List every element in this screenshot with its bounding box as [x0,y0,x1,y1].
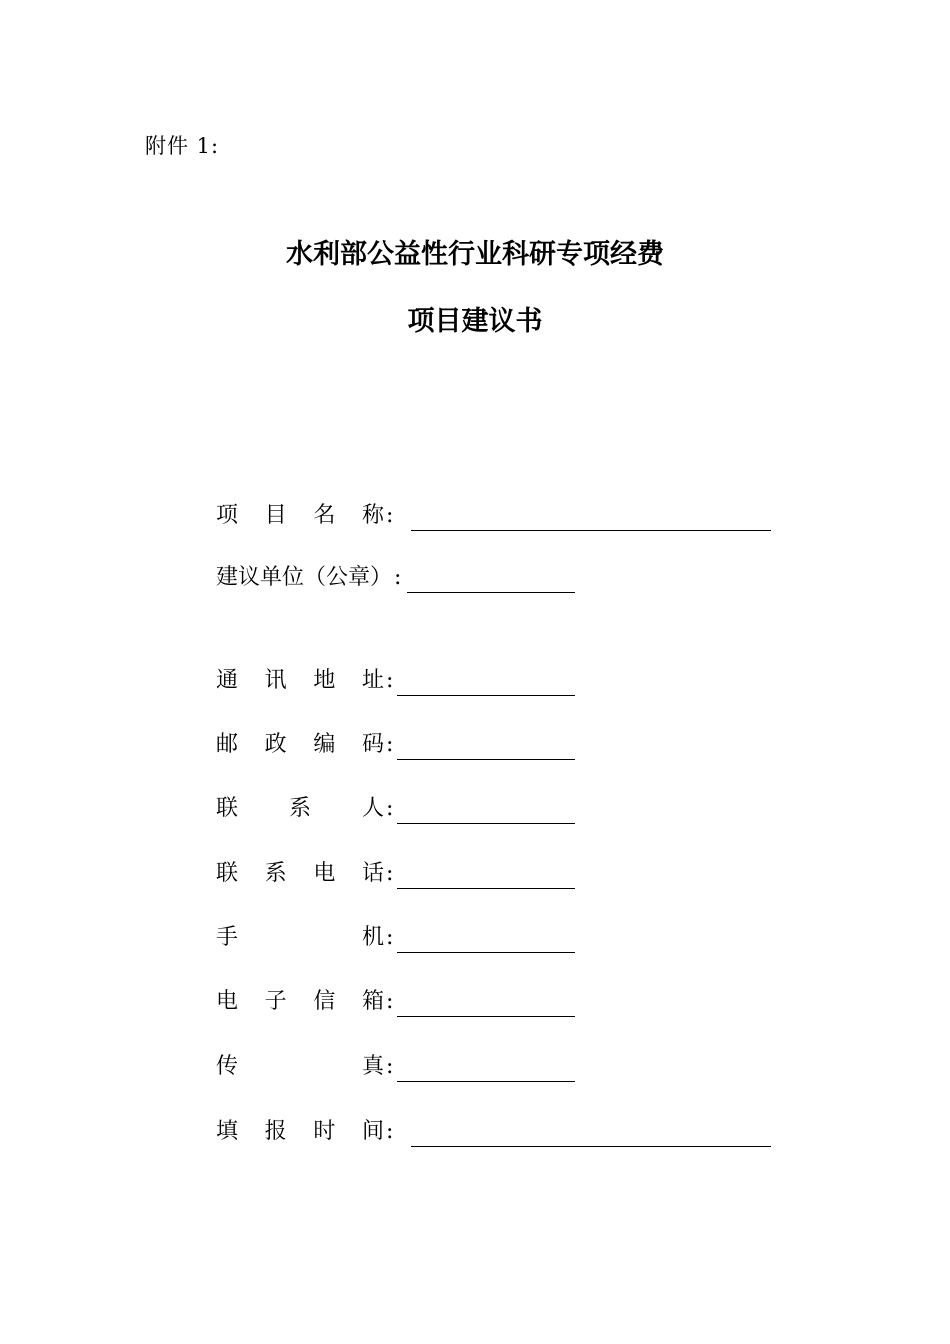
document-subtitle: 项目建议书 [407,306,543,337]
organization-input[interactable] [407,565,575,593]
address-field [216,662,575,696]
label-colon: : [386,503,394,528]
fill-date-label [216,1117,384,1147]
label-char: 箱 [361,989,384,1014]
label-char: 联 [216,861,239,886]
label-char: 址 [361,668,384,693]
contact-person-input[interactable] [397,796,575,824]
label-char: 邮 [216,732,239,757]
label-char: 子 [264,989,287,1014]
address-input[interactable] [397,668,575,696]
label-colon: : [386,732,394,757]
label-char: 称 [361,503,384,528]
postal-code-input[interactable] [397,732,575,760]
label-char: 项 [216,503,239,528]
label-char: 人 [361,796,384,821]
organization-field [216,559,575,593]
label-char: 系 [288,796,311,821]
fax-input[interactable] [397,1054,575,1082]
fill-date-field [216,1113,771,1147]
label-char: 话 [361,861,384,886]
contact-person-label [216,794,384,824]
contact-person-field [216,790,575,824]
label-char: 码 [361,732,384,757]
label-colon: : [386,668,394,693]
label-char: 目 [264,503,287,528]
label-char: 地 [313,668,336,693]
label-char: 真 [361,1054,384,1079]
postal-code-field [216,726,575,760]
label-char: 间 [361,1119,384,1144]
attachment-label: 附件 1: [145,134,220,158]
contact-phone-label [216,859,384,889]
contact-phone-field [216,855,575,889]
label-char: 编 [313,732,336,757]
label-char: 机 [361,925,384,950]
label-colon: : [386,1119,394,1144]
contact-phone-input[interactable] [397,861,575,889]
fill-date-input[interactable] [411,1119,771,1147]
label-char: 联 [216,796,239,821]
fax-field [216,1048,575,1082]
label-char: 系 [264,861,287,886]
project-name-label [216,501,384,531]
mobile-input[interactable] [397,925,575,953]
label-char: 通 [216,668,239,693]
label-colon: : [386,796,394,821]
email-input[interactable] [397,989,575,1017]
label-colon: : [386,989,394,1014]
label-char: 传 [216,1054,239,1079]
label-char: 时 [313,1119,336,1144]
label-char: 填 [216,1119,239,1144]
mobile-field [216,919,575,953]
label-char: 手 [216,925,239,950]
label-colon: : [386,861,394,886]
label-colon: : [394,565,402,590]
label-colon: : [386,925,394,950]
address-label [216,666,384,696]
label-char: 政 [264,732,287,757]
label-char: 名 [313,503,336,528]
document-title: 水利部公益性行业科研专项经费 [286,239,664,270]
project-name-field [216,497,771,531]
project-name-input[interactable] [411,503,771,531]
email-label [216,987,384,1017]
label-char: 信 [313,989,336,1014]
mobile-label [216,923,384,953]
label-char: 讯 [264,668,287,693]
organization-label: 建议单位（公章） [216,565,393,590]
postal-code-label [216,730,384,760]
fax-label [216,1052,384,1082]
label-colon: : [386,1054,394,1079]
label-char: 电 [313,861,336,886]
label-char: 报 [264,1119,287,1144]
email-field [216,983,575,1017]
label-char: 电 [216,989,239,1014]
